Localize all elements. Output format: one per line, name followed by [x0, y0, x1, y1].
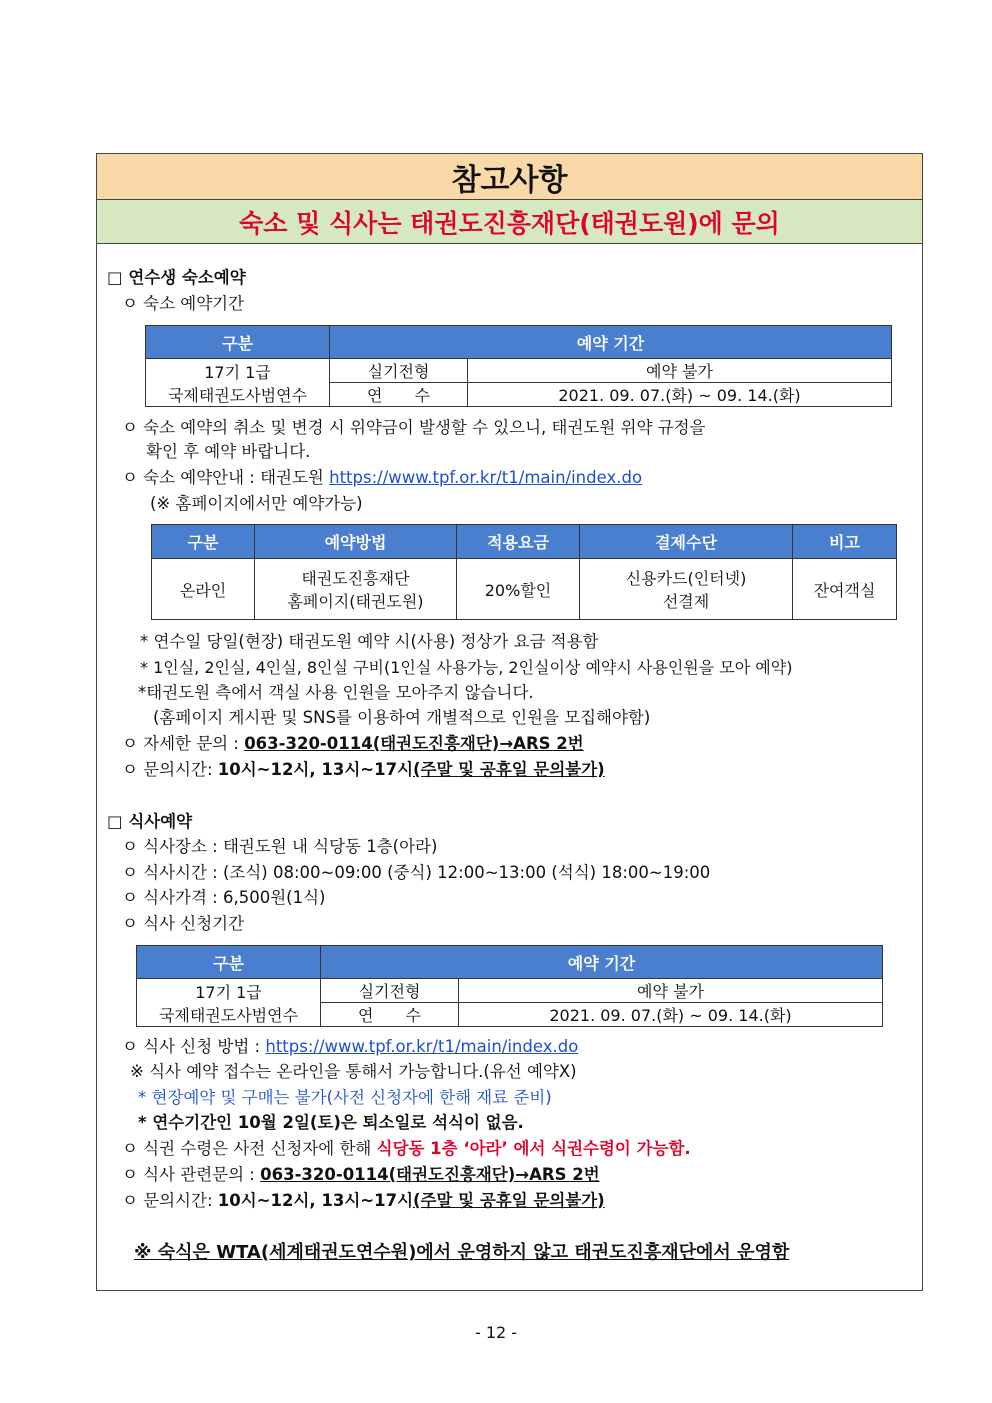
table-header: 적용요금: [457, 525, 580, 559]
table-header: 비고: [793, 525, 897, 559]
page-number: - 12 -: [474, 1323, 518, 1342]
table-header: 구분: [146, 326, 330, 359]
booking-guide: ㅇ 숙소 예약안내 : 태권도원 https://www.tpf.or.kr/t1/main/index.do: [122, 468, 643, 487]
note-line: * 1인실, 2인실, 4인실, 8인실 구비(1인실 사용가능, 2인실이상 예약시 사용인원을 모아 예약): [140, 658, 793, 677]
meal-period-label: ㅇ 식사 신청기간: [122, 914, 245, 933]
course-cell: 17기 1급 국제태권도사범연수: [146, 359, 330, 407]
table-header: 예약 기간: [330, 326, 892, 359]
meal-heading: □ 식사예약: [107, 812, 193, 831]
table-header: 예약방법: [255, 525, 457, 559]
table-cell: 신용카드(인터넷) 선결제: [580, 559, 793, 620]
table-cell: 20%할인: [457, 559, 580, 620]
table-cell: 온라인: [152, 559, 255, 620]
meal-inquiry: ㅇ 식사 관련문의 : 063-320-0114(태권도진흥재단)→ARS 2번: [122, 1165, 600, 1184]
page-title: 참고사항: [97, 154, 922, 200]
note-line: *태권도원 측에서 객실 사용 인원을 모아주지 않습니다.: [138, 683, 534, 702]
meal-time: ㅇ 식사시간 : (조식) 08:00~09:00 (중식) 12:00~13:00 (석식) 18:00~19:00: [122, 863, 711, 882]
footer-note: ※ 숙식은 WTA(세계태권도연수원)에서 운영하지 않고 태권도진흥재단에서 운영함: [134, 1242, 790, 1263]
table-header: 예약 기간: [321, 946, 883, 979]
table-cell: 실기전형: [330, 359, 468, 383]
meal-hours: ㅇ 문의시간: 10시~12시, 13시~17시(주말 및 공휴일 문의불가): [122, 1191, 605, 1210]
note-line: (홈페이지 게시판 및 SNS를 이용하여 개별적으로 인원을 모집해야함): [153, 708, 651, 727]
meal-method: ㅇ 식사 신청 방법 : https://www.tpf.or.kr/t1/main/index.do: [122, 1037, 579, 1056]
phone-number: 063-320-0114(태권도진흥재단)→ARS 2번: [260, 1165, 600, 1184]
cancel-notice-cont: 확인 후 예약 바랍니다.: [146, 442, 311, 461]
table-cell: 실기전형: [321, 979, 459, 1003]
booking-link[interactable]: https://www.tpf.or.kr/t1/main/index.do: [329, 468, 643, 487]
onsite-note: * 현장예약 및 구매는 불가(사전 신청자에 한해 재료 준비): [138, 1088, 552, 1107]
booking-note: (※ 홈페이지에서만 예약가능): [150, 494, 363, 513]
table-header: 구분: [137, 946, 321, 979]
lodging-period-label: ㅇ 숙소 예약기간: [122, 294, 245, 313]
phone-number: 063-320-0114(태권도진흥재단)→ARS 2번: [244, 734, 584, 753]
online-note: ※ 식사 예약 접수는 온라인을 통해서 가능합니다.(유선 예약X): [130, 1062, 577, 1081]
meal-link[interactable]: https://www.tpf.or.kr/t1/main/index.do: [265, 1037, 579, 1056]
subtitle-banner: 숙소 및 식사는 태권도진흥재단(태권도원)에 문의: [97, 200, 922, 244]
checkout-note: * 연수기간인 10월 2일(토)은 퇴소일로 석식이 없음.: [138, 1113, 524, 1132]
course-cell: 17기 1급 국제태권도사범연수: [137, 979, 321, 1027]
lodging-heading: □ 연수생 숙소예약: [107, 268, 246, 287]
lodging-period-table: [145, 325, 892, 407]
table-cell: 잔여객실: [793, 559, 897, 620]
cancel-notice: ㅇ 숙소 예약의 취소 및 변경 시 위약금이 발생할 수 있으니, 태권도원 위약 규정을: [122, 418, 706, 437]
table-cell: 2021. 09. 07.(화) ~ 09. 14.(화): [459, 1003, 883, 1027]
table-cell: 2021. 09. 07.(화) ~ 09. 14.(화): [468, 383, 892, 407]
meal-period-table: [136, 945, 883, 1027]
table-cell: 연 수: [321, 1003, 459, 1027]
table-cell: 연 수: [330, 383, 468, 407]
meal-price: ㅇ 식사가격 : 6,500원(1식): [122, 888, 326, 907]
ticket-info: ㅇ 식권 수령은 사전 신청자에 한해 식당동 1층 ‘아라’ 에서 식권수령이 가능함.: [122, 1139, 691, 1158]
table-cell: 예약 불가: [468, 359, 892, 383]
meal-place: ㅇ 식사장소 : 태권도원 내 식당동 1층(아라): [122, 837, 438, 856]
lodging-method-table: [151, 524, 897, 620]
table-cell: 태권도진흥재단 홈페이지(태권도원): [255, 559, 457, 620]
table-header: 구분: [152, 525, 255, 559]
note-line: * 연수일 당일(현장) 태권도원 예약 시(사용) 정상가 요금 적용함: [140, 632, 599, 651]
lodging-hours: ㅇ 문의시간: 10시~12시, 13시~17시(주말 및 공휴일 문의불가): [122, 760, 605, 779]
table-header: 결제수단: [580, 525, 793, 559]
lodging-inquiry: ㅇ 자세한 문의 : 063-320-0114(태권도진흥재단)→ARS 2번: [122, 734, 584, 753]
table-cell: 예약 불가: [459, 979, 883, 1003]
